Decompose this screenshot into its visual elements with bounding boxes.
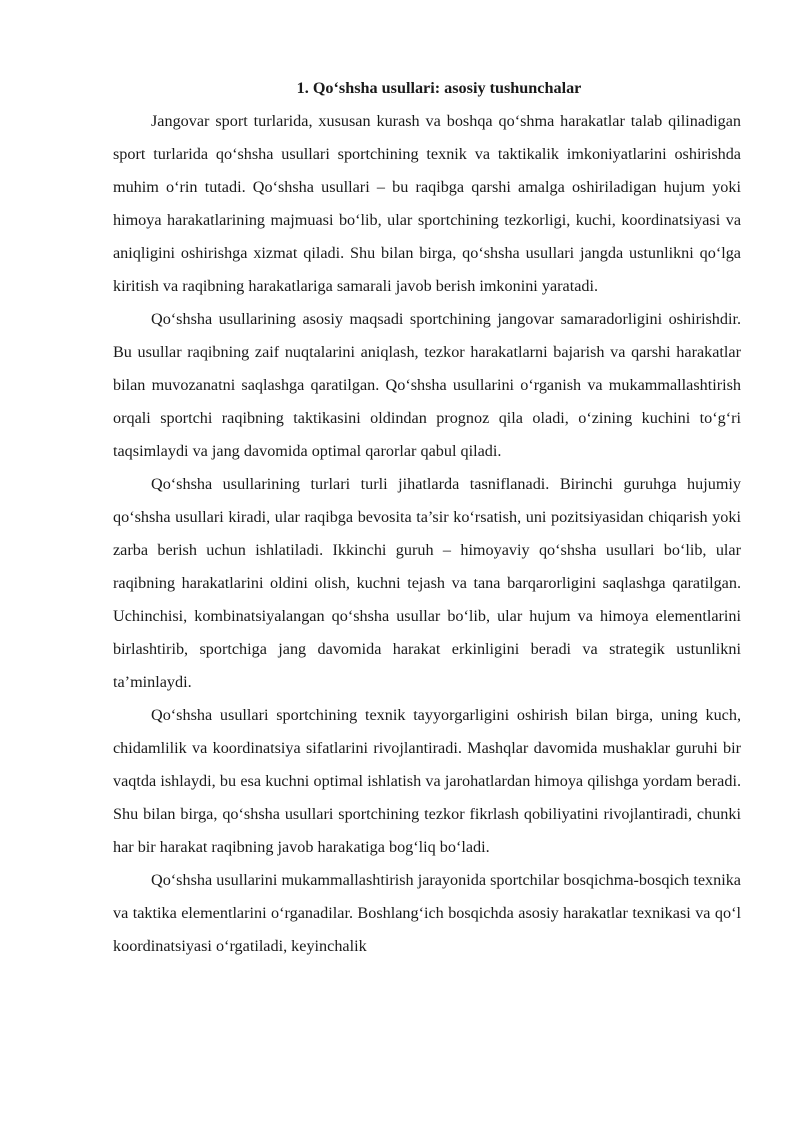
paragraph: Qo‘shsha usullarining turlari turli jihatlarda tasniflanadi. Birinchi guruhga hujumiy qo‘shsha usullari kiradi, ular raqibga bevosita ta’sir ko‘rsatish, uni pozitsiyasidan chiqarish yoki zarba berish uchun ishlatiladi. Ikkinchi guruh – himoyaviy qo‘shsha usullari bo‘lib, ular raqibning harakatlarini oldini olish, kuchni tejash va tana barqarorligini saqlashga qaratilgan. Uchinchisi, kombinatsiyalangan qo‘shsha usullar bo‘lib, ular hujum va himoya elementlarini birlashtirib, sportchiga jang davomida harakat erkinligini beradi va strategik ustunlikni ta’minlaydi. [113,475,741,691]
section-heading: 1. Qo‘shsha usullari: asosiy tushunchalar [296,79,582,97]
paragraph: Jangovar sport turlarida, xususan kurash va boshqa qo‘shma harakatlar talab qilinadigan sport turlarida qo‘shsha usullari sportchining texnik va taktikalik imkoniyatlarini oshirishda muhim o‘rin tutadi. Qo‘shsha usullari – bu raqibga qarshi amalga oshiriladigan hujum yoki himoya harakatlarining majmuasi bo‘lib, ular sportchining tezkorligi, kuchi, koordinatsiyasi va aniqligini oshirishga xizmat qiladi. Shu bilan birga, qo‘shsha usullari jangda ustunlikni qo‘lga kiritish va raqibning harakatlariga samarali javob berish imkonini yaratadi. [113,112,741,295]
paragraph: Qo‘shsha usullari sportchining texnik tayyorgarligini oshirish bilan birga, uning kuch, chidamlilik va koordinatsiya sifatlarini rivojlantiradi. Mashqlar davomida mushaklar guruhi bir vaqtda ishlaydi, bu esa kuchni optimal ishlatish va jarohatlardan himoya qilishga yordam beradi. Shu bilan birga, qo‘shsha usullari sportchining tezkor fikrlash qobiliyatini rivojlantiradi, chunki har bir harakat raqibning javob harakatiga bog‘liq bo‘ladi. [113,706,741,856]
paragraph: Qo‘shsha usullarini mukammallashtirish jarayonida sportchilar bosqichma-bosqich texnika va taktika elementlarini o‘rganadilar. Boshlang‘ich bosqichda asosiy harakatlar texnikasi va qo‘l koordinatsiyasi o‘rgatiladi, keyinchalik [113,871,741,955]
document-body [113,72,741,963]
paragraph: Qo‘shsha usullarining asosiy maqsadi sportchining jangovar samaradorligini oshirishdir. Bu usullar raqibning zaif nuqtalarini aniqlash, tezkor harakatlarni bajarish va qarshi harakatlar bilan muvozanatni saqlashga qaratilgan. Qo‘shsha usullarini o‘rganish va mukammallashtirish orqali sportchi raqibning taktikasini oldindan prognoz qila oladi, o‘zining kuchini to‘g‘ri taqsimlaydi va jang davomida optimal qarorlar qabul qiladi. [113,310,741,460]
